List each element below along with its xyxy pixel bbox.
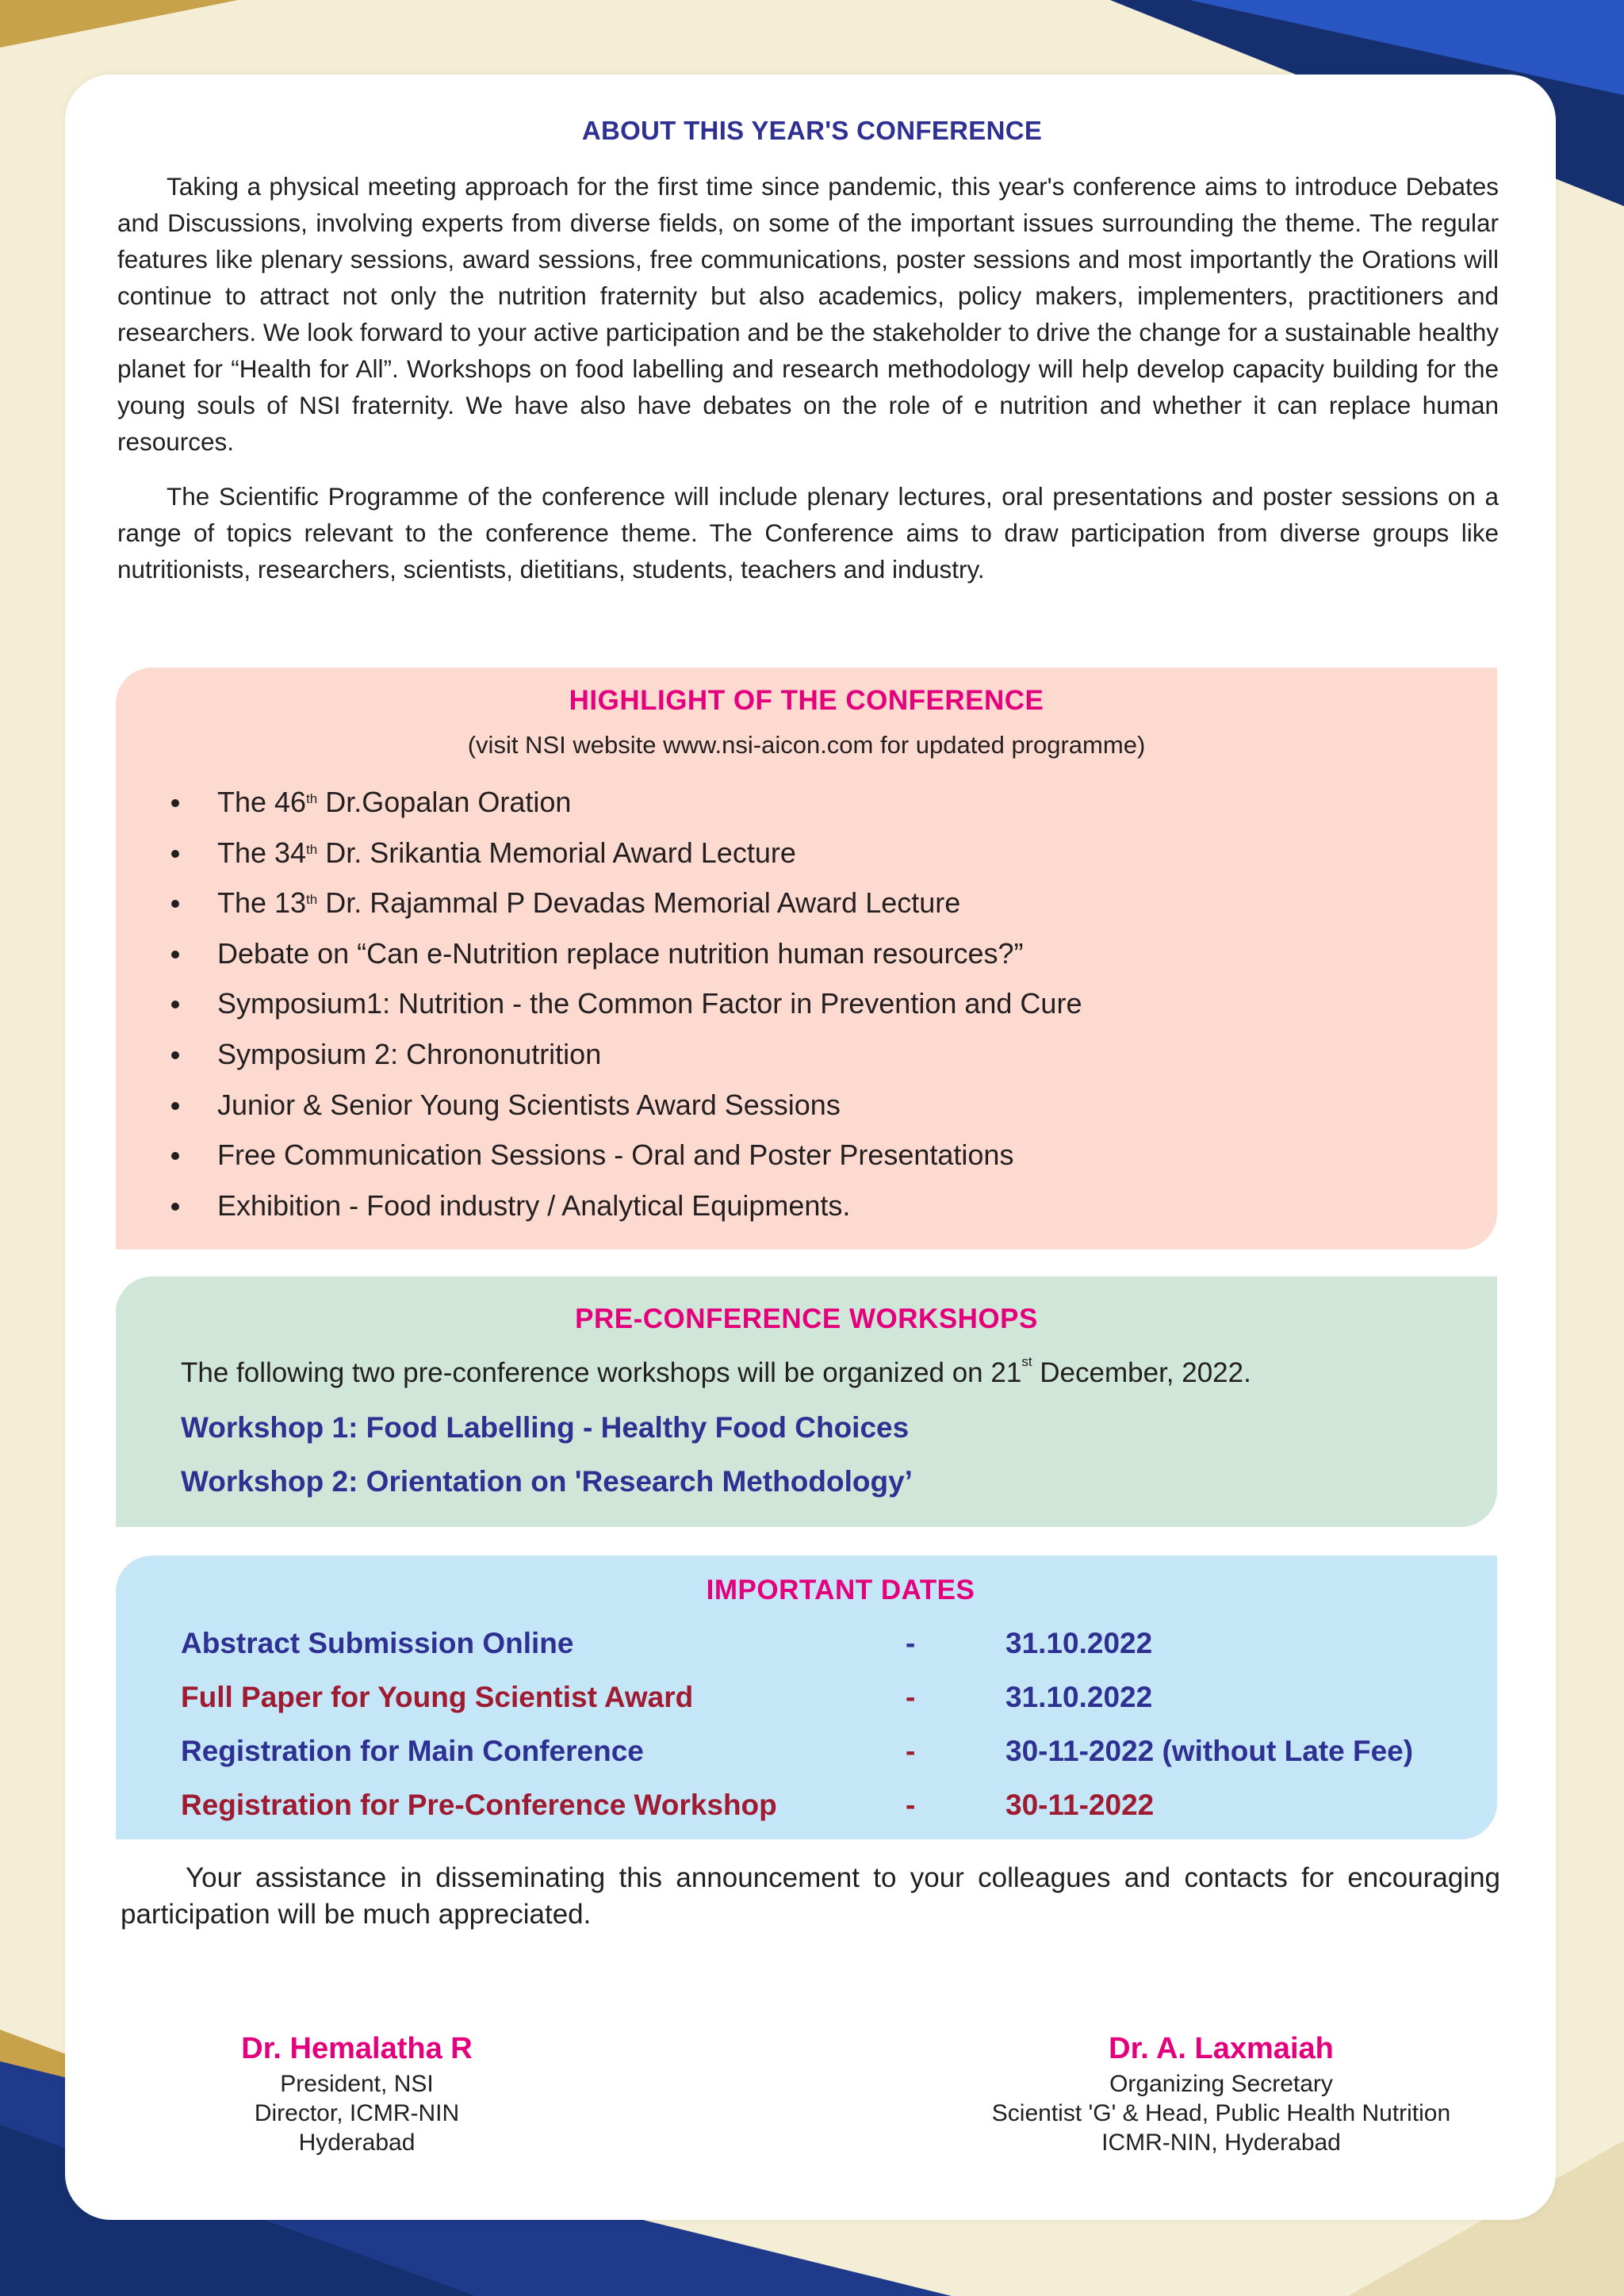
bullet-icon <box>171 1001 179 1008</box>
date-dash: - <box>906 1789 916 1821</box>
date-dash: - <box>906 1627 916 1659</box>
workshops-intro: The following two pre-conference workshops will be organized on 21st December, 2022. <box>181 1354 1251 1388</box>
date-row-full-paper <box>181 1681 1481 1724</box>
date-value: 31.10.2022 <box>1005 1627 1153 1659</box>
workshops-heading: PRE-CONFERENCE WORKSHOPS <box>575 1303 1038 1334</box>
signatory-role: Organizing Secretary <box>1109 2071 1333 2097</box>
signatory-role: Scientist 'G' & Head, Public Health Nutrition <box>991 2100 1451 2126</box>
signatory-name: Dr. A. Laxmaiah <box>1109 2032 1334 2065</box>
date-row-abstract <box>181 1627 1481 1670</box>
date-label: Abstract Submission Online <box>181 1627 574 1659</box>
highlight-item: Symposium1: Nutrition - the Common Factor in Prevention and Cure <box>165 985 1082 1035</box>
signatory-location: Hyderabad <box>298 2130 416 2156</box>
date-dash: - <box>906 1735 916 1767</box>
bullet-icon <box>171 951 179 959</box>
dates-heading: IMPORTANT DATES <box>706 1575 975 1605</box>
bullet-icon <box>171 850 179 858</box>
workshop-1: Workshop 1: Food Labelling - Healthy Food Choices <box>181 1411 910 1444</box>
workshop-2: Workshop 2: Orientation on 'Research Methodology’ <box>181 1465 913 1498</box>
highlight-item: The 13th Dr. Rajammal P Devadas Memorial Award Lecture <box>165 884 1082 935</box>
date-dash: - <box>906 1681 916 1713</box>
bullet-icon <box>171 1102 179 1110</box>
date-label: Registration for Pre-Conference Workshop <box>181 1789 777 1821</box>
highlight-item: The 34th Dr. Srikantia Memorial Award Lecture <box>165 834 1082 885</box>
bullet-icon <box>171 799 179 807</box>
date-value: 30-11-2022 (without Late Fee) <box>1005 1735 1414 1767</box>
highlights-list <box>165 783 1082 1237</box>
signatory-role: President, NSI <box>280 2071 434 2097</box>
date-row-registration-main <box>181 1735 1481 1777</box>
date-value: 31.10.2022 <box>1005 1681 1153 1713</box>
highlight-item: Junior & Senior Young Scientists Award Sessions <box>165 1086 1082 1137</box>
date-label: Full Paper for Young Scientist Award <box>181 1681 694 1713</box>
highlights-heading: HIGHLIGHT OF THE CONFERENCE <box>569 685 1044 716</box>
highlight-item: Free Communication Sessions - Oral and Poster Presentations <box>165 1136 1082 1187</box>
highlight-item: Debate on “Can e-Nutrition replace nutrition human resources?” <box>165 935 1082 985</box>
highlight-item: Symposium 2: Chrononutrition <box>165 1035 1082 1086</box>
bullet-icon <box>171 900 179 908</box>
date-row-registration-workshop <box>181 1789 1481 1831</box>
signatory-role: Director, ICMR-NIN <box>254 2100 460 2126</box>
closing-paragraph: Your assistance in disseminating this announcement to your colleagues and contacts for encouraging participation will be much appreciated. <box>121 1862 1500 1930</box>
signatory-name: Dr. Hemalatha R <box>241 2032 473 2065</box>
signatory-right <box>952 2028 1491 2157</box>
date-label: Registration for Main Conference <box>181 1735 644 1767</box>
highlight-item: The 46th Dr.Gopalan Oration <box>165 783 1082 834</box>
bullet-icon <box>171 1152 179 1160</box>
bullet-icon <box>171 1203 179 1211</box>
about-heading: ABOUT THIS YEAR'S CONFERENCE <box>581 116 1043 145</box>
signatory-left <box>198 2028 515 2157</box>
date-value: 30-11-2022 <box>1005 1789 1155 1821</box>
bullet-icon <box>171 1051 179 1059</box>
about-paragraph-1: Taking a physical meeting approach for the first time since pandemic, this year's conference aims to introduce Debates and Discussions, involving experts from diverse fields, on some of the important issues surrounding the theme. The regular features like plenary sessions, award sessions, free communications, poster sessions and most importantly the Orations will continue to attract not only the nutrition fraternity but also academics, policy makers, implementers, practitioners and researchers. We look forward to your active participation and be the stakeholder to drive the change for a sustainable healthy planet for “Health for All”. Workshops on food labelling and research methodology will help develop capacity building for the young souls of NSI fraternity. We have also have debates on the role of e nutrition and whether it can replace human resources. <box>117 172 1499 456</box>
about-paragraph-2: The Scientific Programme of the conference will include plenary lectures, oral presentations and poster sessions on a range of topics relevant to the conference theme. The Conference aims to draw participation from diverse groups like nutritionists, researchers, scientists, dietitians, students, teachers and industry. <box>117 482 1499 584</box>
highlights-note: (visit NSI website www.nsi-aicon.com for updated programme) <box>467 731 1146 759</box>
highlight-item: Exhibition - Food industry / Analytical Equipments. <box>165 1187 1082 1238</box>
signatory-location: ICMR-NIN, Hyderabad <box>1101 2130 1341 2156</box>
